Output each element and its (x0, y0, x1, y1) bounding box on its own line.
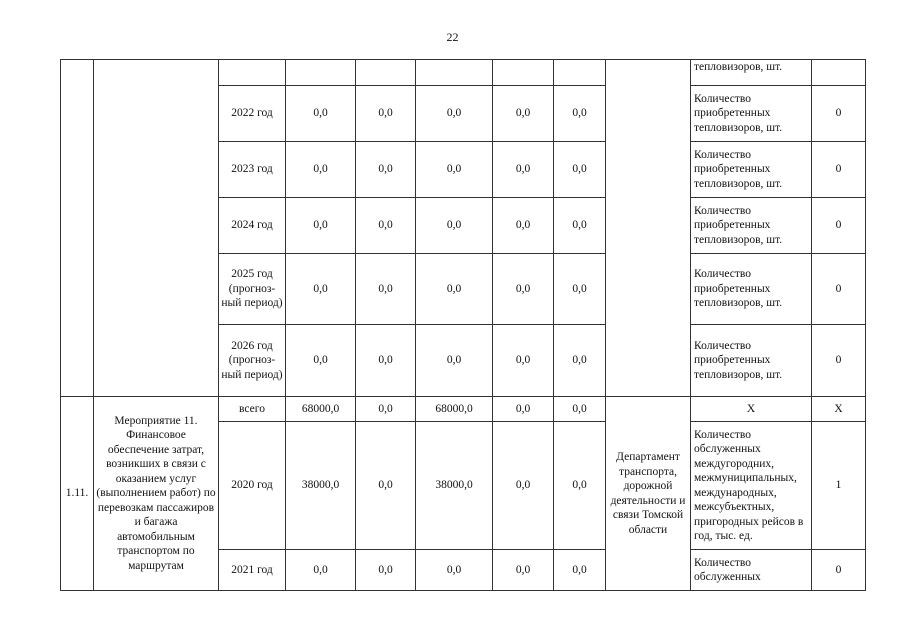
value-cell: 0,0 (416, 254, 493, 325)
indicator-cell: тепловизоров, шт. (691, 60, 812, 86)
value-cell: 0,0 (493, 397, 554, 422)
value-cell: 0,0 (416, 550, 493, 591)
value-cell: 0,0 (554, 325, 606, 397)
indicator-cell: Количество приобретенных тепловизоров, шт. (691, 325, 812, 397)
indicator-cell: Количество обслуженных междугородних, межмуниципальных, международных, межсубъектных, пригородных рейсов в год, тыс. ед. (691, 422, 812, 550)
value-cell: 0,0 (286, 254, 356, 325)
year-cell: 2026 год (прогноз-ный период) (219, 325, 286, 397)
value-cell: 0,0 (356, 142, 416, 198)
value-cell: 0,0 (286, 142, 356, 198)
value-cell: 38000,0 (416, 422, 493, 550)
target-cell (812, 60, 866, 86)
indicator-cell: Количество обслуженных (691, 550, 812, 591)
value-cell: 68000,0 (416, 397, 493, 422)
year-cell: 2020 год (219, 422, 286, 550)
value-cell: 0,0 (493, 254, 554, 325)
value-cell: 0,0 (356, 422, 416, 550)
value-cell: 0,0 (554, 397, 606, 422)
value-cell: 0,0 (416, 86, 493, 142)
target-cell: 0 (812, 86, 866, 142)
value-cell: 0,0 (554, 86, 606, 142)
table-row (61, 397, 866, 422)
year-cell: 2025 год (прогноз-ный период) (219, 254, 286, 325)
year-cell: 2021 год (219, 550, 286, 591)
year-cell: 2023 год (219, 142, 286, 198)
value-cell: 0,0 (286, 86, 356, 142)
year-cell: всего (219, 397, 286, 422)
measure-name-cell: Мероприятие 11. Финансовое обеспечение затрат, возникших в связи с оказанием услуг (выполнением работ) по перевозкам пассажиров и багажа автомобильным транспортом по маршрутам (94, 397, 219, 591)
value-cell: 0,0 (356, 86, 416, 142)
value-cell: 0,0 (286, 198, 356, 254)
value-cell (554, 60, 606, 86)
value-cell: 0,0 (286, 550, 356, 591)
program-table (60, 59, 866, 591)
value-cell: 0,0 (356, 198, 416, 254)
target-cell: 0 (812, 550, 866, 591)
value-cell: 0,0 (493, 422, 554, 550)
measure-name-cell (94, 60, 219, 397)
value-cell: 0,0 (416, 198, 493, 254)
value-cell (286, 60, 356, 86)
target-cell: Х (812, 397, 866, 422)
value-cell: 0,0 (356, 550, 416, 591)
measure-number-cell: 1.11. (61, 397, 94, 591)
value-cell: 38000,0 (286, 422, 356, 550)
value-cell: 0,0 (356, 397, 416, 422)
value-cell: 0,0 (493, 325, 554, 397)
value-cell: 0,0 (286, 325, 356, 397)
value-cell (356, 60, 416, 86)
target-cell: 0 (812, 198, 866, 254)
indicator-cell: Количество приобретенных тепловизоров, шт. (691, 254, 812, 325)
number-cell (61, 60, 94, 397)
value-cell: 0,0 (554, 254, 606, 325)
executor-cell: Департамент транспорта, дорожной деятельности и связи Томской области (606, 397, 691, 591)
value-cell: 0,0 (493, 198, 554, 254)
value-cell: 0,0 (416, 142, 493, 198)
page-number: 22 (446, 30, 459, 44)
value-cell: 0,0 (554, 550, 606, 591)
indicator-cell: Количество приобретенных тепловизоров, шт. (691, 86, 812, 142)
year-cell (219, 60, 286, 86)
year-cell: 2024 год (219, 198, 286, 254)
table-row (61, 60, 866, 86)
value-cell: 0,0 (554, 198, 606, 254)
indicator-cell: Количество приобретенных тепловизоров, шт. (691, 198, 812, 254)
target-cell: 1 (812, 422, 866, 550)
indicator-cell: Х (691, 397, 812, 422)
target-cell: 0 (812, 325, 866, 397)
value-cell: 0,0 (493, 86, 554, 142)
value-cell (416, 60, 493, 86)
value-cell: 0,0 (356, 325, 416, 397)
year-cell: 2022 год (219, 86, 286, 142)
target-cell: 0 (812, 142, 866, 198)
value-cell: 0,0 (416, 325, 493, 397)
target-cell: 0 (812, 254, 866, 325)
value-cell: 0,0 (493, 550, 554, 591)
value-cell: 0,0 (493, 142, 554, 198)
value-cell: 0,0 (554, 422, 606, 550)
indicator-cell: Количество приобретенных тепловизоров, шт. (691, 142, 812, 198)
executor-cell (606, 60, 691, 397)
value-cell (493, 60, 554, 86)
value-cell: 0,0 (554, 142, 606, 198)
value-cell: 0,0 (356, 254, 416, 325)
value-cell: 68000,0 (286, 397, 356, 422)
